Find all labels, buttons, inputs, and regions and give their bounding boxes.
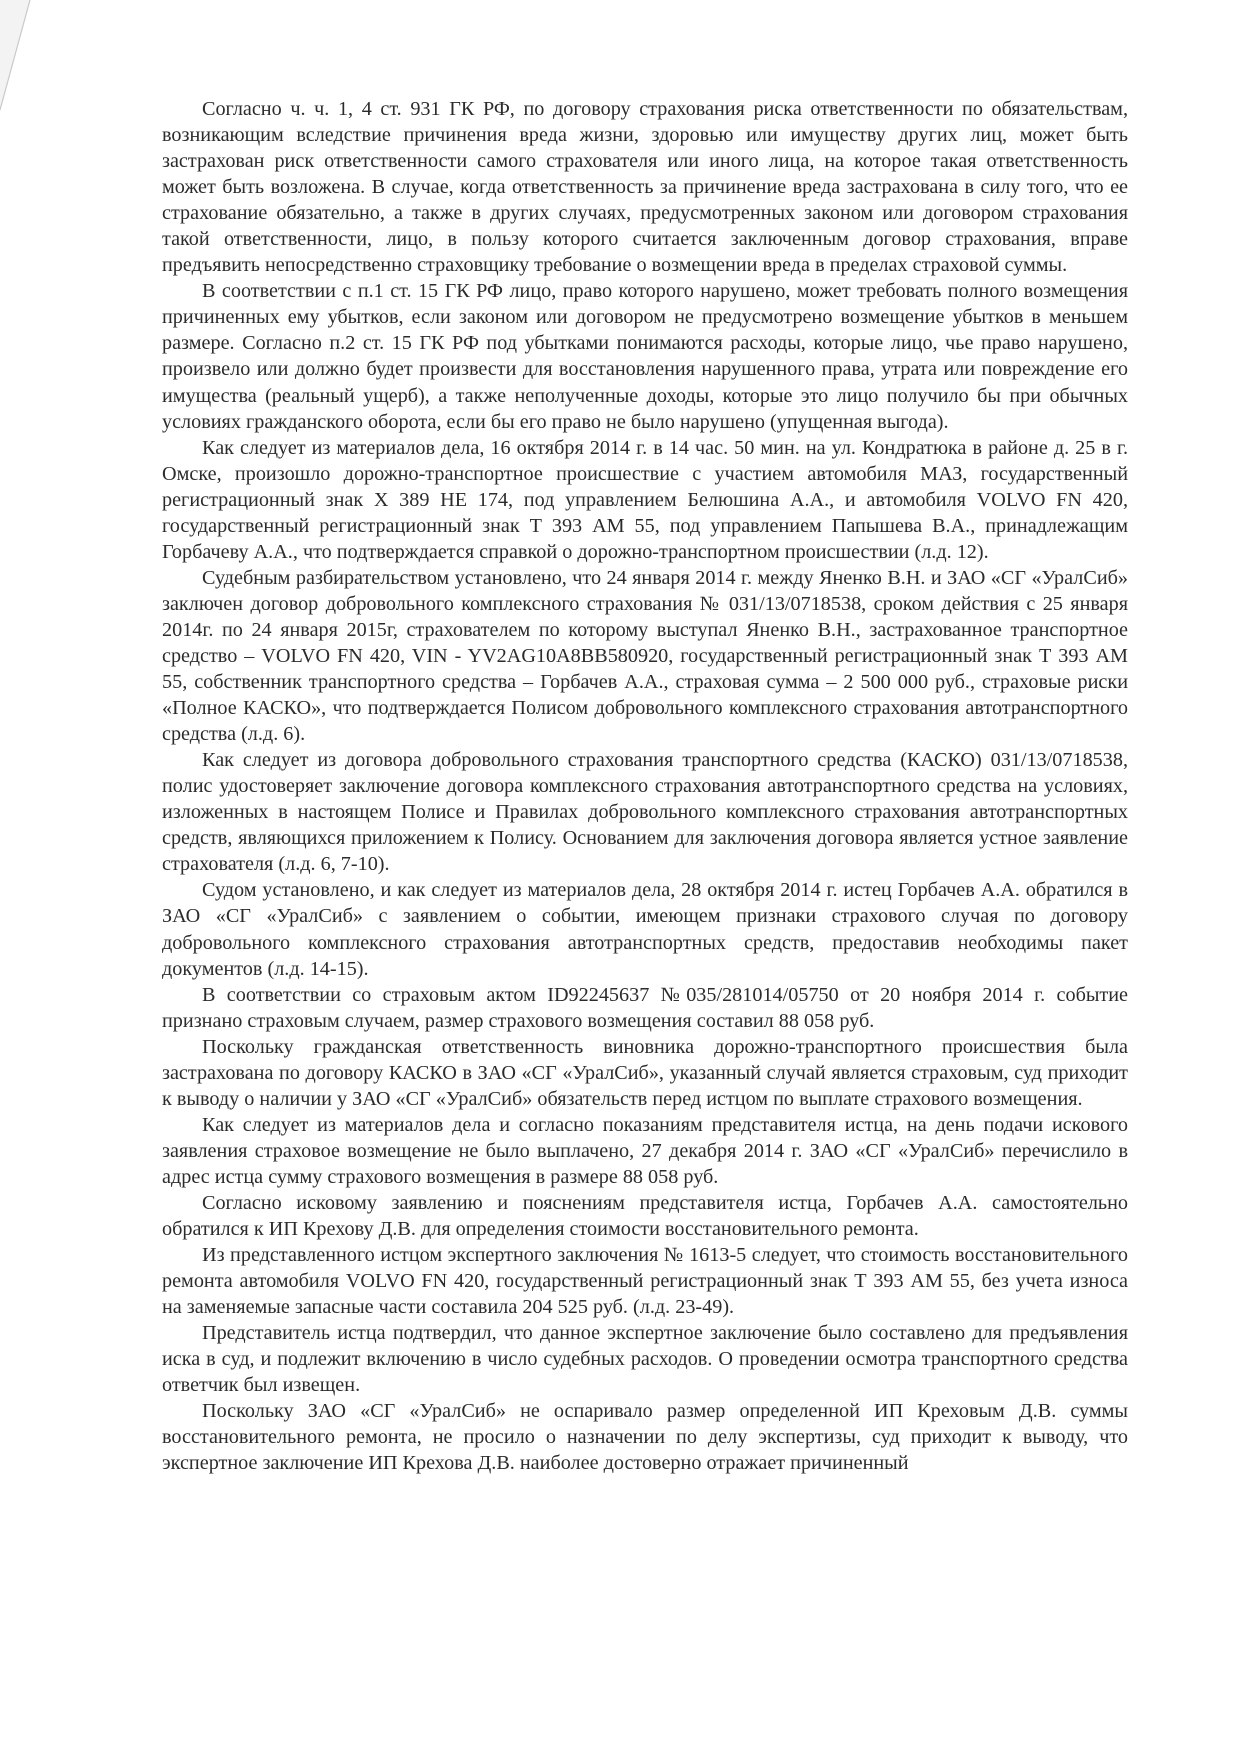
document-body xyxy=(162,96,1128,1476)
page-corner-fold-mark xyxy=(0,0,40,120)
paragraph-insurance-liability: Согласно ч. ч. 1, 4 ст. 931 ГК РФ, по договору страхования риска ответственности по обязательствам, возникающим вследствие причинения вреда жизни, здоровью или имуществу других лиц, может быть застрахован риск ответственности самого страхователя или иного лица, на которое такая ответственность может быть возложена. В случае, когда ответственность за причинение вреда застрахована в силу того, что ее страхование обязательно, а также в других случаях, предусмотренных законом или договором страхования такой ответственности, лицо, в пользу которого считается заключенным договор страхования, вправе предъявить непосредственно страховщику требование о возмещении вреда в пределах страховой суммы. xyxy=(162,98,1128,277)
paragraph-expert-conclusion: Из представленного истцом экспертного заключения № 1613-5 следует, что стоимость восстановительного ремонта автомобиля VOLVO FN 420, государственный регистрационный знак Т 393 АМ 55, без учета износа на заменяемые запасные части составила 204 525 руб. (л.д. 23-49). xyxy=(162,1244,1128,1319)
paragraph-insurer-obligation: Поскольку гражданская ответственность виновника дорожно-транспортного происшествия была застрахована по договору КАСКО в ЗАО «СГ «УралСиб», указанный случай является страховым, суд приходит к выводу о наличии у ЗАО «СГ «УралСиб» обязательств перед истцом по выплате страхового возмещения. xyxy=(162,1035,1128,1110)
paragraph-court-finding: Поскольку ЗАО «СГ «УралСиб» не оспаривало размер определенной ИП Креховым Д.В. суммы восстановительного ремонта, не просило о назначении по делу экспертизы, суд приходит к выводу, что экспертное заключение ИП Крехова Д.В. наиболее достоверно отражает причиненный xyxy=(162,1400,1128,1475)
paragraph-payment-transfer: Как следует из материалов дела и согласно показаниям представителя истца, на день подачи искового заявления страховое возмещение не было выплачено, 27 декабря 2014 г. ЗАО «СГ «УралСиб» перечислило в адрес истца сумму страхового возмещения в размере 88 058 руб. xyxy=(162,1113,1128,1188)
paragraph-accident-details: Как следует из материалов дела, 16 октября 2014 г. в 14 час. 50 мин. на ул. Кондратюка в районе д. 25 в г. Омске, произошло дорожно-транспортное происшествие с участием автомобиля МАЗ, государственный регистрационный знак Х 389 НЕ 174, под управлением Белюшина А.А., и автомобиля VOLVO FN 420, государственный регистрационный знак Т 393 АМ 55, под управлением Папышева В.А., принадлежащим Горбачеву А.А., что подтверждается справкой о дорожно-транспортном происшествии (л.д. 12). xyxy=(162,436,1128,563)
paragraph-insurance-contract: Судебным разбирательством установлено, что 24 января 2014 г. между Яненко В.Н. и ЗАО «СГ «УралСиб» заключен договор добровольного комплексного страхования № 031/13/0718538, сроком действия с 25 января 2014г. по 24 января 2015г, страхователем по которому выступал Яненко В.Н., застрахованное транспортное средство – VOLVO FN 420, VIN - YV2AG10A8BB580920, государственный регистрационный знак Т 393 АМ 55, собственник транспортного средства – Горбачев А.А., страховая сумма – 2 500 000 руб., страховые риски «Полное КАСКО», что подтверждается Полисом добровольного комплексного страхования автотранспортного средства (л.д. 6). xyxy=(162,566,1128,746)
paragraph-insurance-act: В соответствии со страховым актом ID92245637 №035/281014/05750 от 20 ноября 2014 г. событие признано страховым случаем, размер страхового возмещения составил 88 058 руб. xyxy=(162,983,1128,1032)
paragraph-damages-definition: В соответствии с п.1 ст. 15 ГК РФ лицо, право которого нарушено, может требовать полного возмещения причиненных ему убытков, если законом или договором не предусмотрено возмещение убытков в меньшем размере. Согласно п.2 ст. 15 ГК РФ под убытками понимаются расходы, которые лицо, чье право нарушено, произвело или должно будет произвести для восстановления нарушенного права, утрата или повреждение его имущества (реальный ущерб), а также неполученные доходы, которые это лицо получило бы при обычных условиях гражданского оборота, если бы его право не было нарушено (упущенная выгода). xyxy=(162,280,1128,433)
paragraph-court-expenses: Представитель истца подтвердил, что данное экспертное заключение было составлено для предъявления иска в суд, и подлежит включению в число судебных расходов. О проведении осмотра транспортного средства ответчик был извещен. xyxy=(162,1322,1128,1397)
paragraph-independent-appraisal: Согласно исковому заявлению и пояснениям представителя истца, Горбачев А.А. самостоятельно обратился к ИП Крехову Д.В. для определения стоимости восстановительного ремонта. xyxy=(162,1191,1128,1241)
paragraph-kasko-policy: Как следует из договора добровольного страхования транспортного средства (КАСКО) 031/13/0718538, полис удостоверяет заключение договора комплексного страхования автотранспортного средства на условиях, изложенных в настоящем Полисе и Правилах добровольного комплексного страхования автотранспортных средств, являющихся приложением к Полису. Основанием для заключения договора является устное заявление страхователя (л.д. 6, 7-10). xyxy=(162,749,1128,876)
paragraph-claim-filing: Судом установлено, и как следует из материалов дела, 28 октября 2014 г. истец Горбачев А.А. обратился в ЗАО «СГ «УралСиб» с заявлением о событии, имеющем признаки страхового случая по договору добровольного комплексного страхования автотранспортных средств, предоставив необходимы пакет документов (л.д. 14-15). xyxy=(162,879,1128,980)
